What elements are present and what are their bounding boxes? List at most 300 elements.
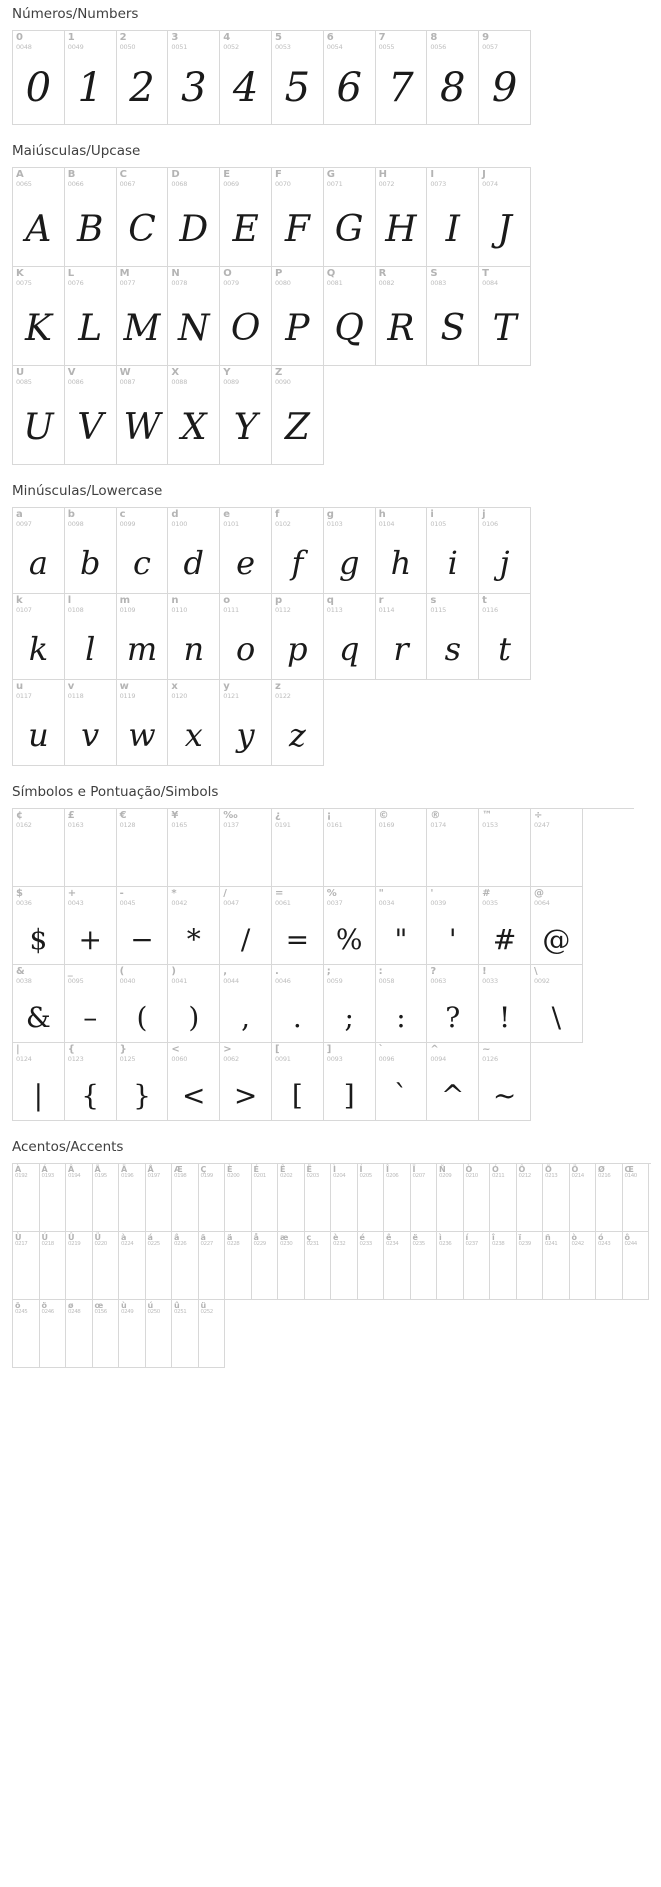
glyph-cell[interactable] [65,267,117,366]
glyph-cell[interactable] [324,887,376,965]
glyph-char-label: ë [412,1233,418,1242]
glyph-cell[interactable] [479,594,531,680]
glyph-cell[interactable] [168,887,220,965]
glyph-cell[interactable] [531,887,583,965]
glyph-cell[interactable] [220,168,272,267]
glyph-code-label: 0120 [171,691,188,700]
glyph-cell[interactable] [427,1043,479,1121]
glyph-code-label: 0239 [518,1241,531,1248]
glyph-cell[interactable] [272,267,324,366]
glyph-cell[interactable] [272,31,324,125]
glyph-cell[interactable] [479,168,531,267]
glyph-preview: B [76,209,104,250]
glyph-cell[interactable] [358,1232,385,1300]
glyph-cell[interactable] [13,508,65,594]
glyph-char-label: } [119,1044,127,1055]
glyph-preview: z [288,716,306,754]
glyph-char-label: e [223,509,230,520]
glyph-code-label: 0047 [223,898,239,907]
glyph-meta [13,809,64,828]
glyph-meta [13,887,64,906]
glyph-cell[interactable] [117,594,169,680]
glyph-cell[interactable] [324,168,376,267]
glyph-cell[interactable] [65,31,117,125]
glyph-cell[interactable] [225,1232,252,1300]
glyph-cell[interactable] [437,1232,464,1300]
glyph-code-label: 0072 [378,179,395,188]
glyph-char-label: W [119,367,131,378]
glyph-cell[interactable] [13,168,65,267]
glyph-meta [358,1164,384,1180]
glyph-cell[interactable] [384,1232,411,1300]
glyph-cell[interactable] [324,965,376,1043]
glyph-cell[interactable] [464,1164,491,1232]
glyph-cell[interactable] [479,809,531,887]
glyph-meta [65,809,116,828]
glyph-preview: c [133,544,151,582]
glyph-cell[interactable] [66,1164,93,1232]
glyph-code-label: 0086 [67,377,84,386]
glyph-cell[interactable] [168,366,220,465]
glyph-meta [324,594,375,613]
glyph-cell[interactable] [305,1164,332,1232]
glyph-cell[interactable] [13,680,65,766]
glyph-char-label: i [430,509,434,520]
glyph-cell[interactable] [13,965,65,1043]
glyph-cell[interactable] [168,809,220,887]
glyph-cell[interactable] [220,1043,272,1121]
glyph-code-label: 0067 [119,179,136,188]
glyph-cell[interactable] [119,1232,146,1300]
glyph-cell[interactable] [65,809,117,887]
glyph-cell[interactable] [220,965,272,1043]
glyph-cell[interactable] [427,594,479,680]
glyph-preview: < [182,1079,206,1112]
glyph-cell[interactable] [272,366,324,465]
glyph-meta [479,809,530,828]
glyph-meta [117,508,168,527]
glyph-char-label: ê [386,1233,392,1242]
glyph-cell[interactable] [13,809,65,887]
glyph-char-label: à [121,1233,127,1242]
glyph-preview: m [126,630,158,668]
glyph-cell[interactable] [66,1300,93,1368]
glyph-meta [376,965,427,984]
glyph-preview: V [77,407,104,448]
glyph-cell[interactable] [272,680,324,766]
glyph-cell[interactable] [168,1043,220,1121]
glyph-char-label: Ô [518,1165,526,1174]
glyph-cell[interactable] [272,809,324,887]
glyph-code-label: 0044 [223,976,239,985]
glyph-code-label: 0242 [571,1241,584,1248]
glyph-char-label: ~ [482,1044,491,1055]
glyph-char-label: ) [171,966,176,977]
glyph-code-label: 0204 [333,1173,346,1180]
glyph-cell[interactable] [220,594,272,680]
glyph-preview: b [79,544,101,582]
glyph-char-label: ç [306,1233,312,1242]
glyph-cell[interactable] [596,1164,623,1232]
glyph-cell[interactable] [93,1232,120,1300]
glyph-cell[interactable] [13,1164,40,1232]
glyph-cell[interactable] [411,1164,438,1232]
glyph-meta [220,168,271,187]
glyph-cell[interactable] [517,1164,544,1232]
glyph-char-label: ? [430,966,437,977]
glyph-char-label: ñ [545,1233,551,1242]
glyph-char-label: È [227,1165,233,1174]
glyph-code-label: 0097 [16,519,32,528]
glyph-cell[interactable] [331,1164,358,1232]
glyph-code-label: 0036 [16,898,32,907]
glyph-cell[interactable] [376,267,428,366]
glyph-cell[interactable] [168,168,220,267]
glyph-cell[interactable] [40,1300,67,1368]
glyph-char-label: G [326,169,335,180]
glyph-char-label: ä [227,1233,233,1242]
section-title: Símbolos e Pontuação/Simbols [12,784,219,800]
glyph-cell[interactable] [427,809,479,887]
glyph-cell[interactable] [376,594,428,680]
glyph-char-label: é [359,1233,365,1242]
glyph-cell[interactable] [324,809,376,887]
glyph-preview: – [83,1001,98,1034]
glyph-cell[interactable] [146,1300,173,1368]
glyph-cell[interactable] [531,809,583,887]
glyph-meta [220,267,271,286]
glyph-char-label: C [119,169,127,180]
glyph-meta [623,1232,649,1248]
glyph-cell[interactable] [117,809,169,887]
glyph-preview: N [178,308,210,349]
glyph-code-label: 0225 [147,1241,160,1248]
glyph-cell[interactable] [479,1043,531,1121]
glyph-cell[interactable] [543,1232,570,1300]
glyph-cell[interactable] [13,887,65,965]
glyph-preview: g [338,544,360,582]
glyph-cell[interactable] [324,594,376,680]
glyph-cell[interactable] [272,1043,324,1121]
glyph-meta [199,1300,225,1316]
glyph-cell[interactable] [376,31,428,125]
glyph-cell[interactable] [93,1164,120,1232]
glyph-cell[interactable] [93,1300,120,1368]
glyph-cell[interactable] [305,1232,332,1300]
glyph-cell[interactable] [66,1232,93,1300]
glyph-cell[interactable] [168,267,220,366]
glyph-cell[interactable] [13,1043,65,1121]
glyph-cell[interactable] [437,1164,464,1232]
glyph-cell[interactable] [40,1232,67,1300]
glyph-cell[interactable] [570,1232,597,1300]
glyph-char-label: z [274,681,281,692]
glyph-cell[interactable] [199,1232,226,1300]
glyph-cell[interactable] [117,508,169,594]
glyph-cell[interactable] [278,1164,305,1232]
glyph-cell[interactable] [117,965,169,1043]
glyph-cell[interactable] [479,508,531,594]
glyph-cell[interactable] [427,965,479,1043]
glyph-code-label: 0220 [94,1241,107,1248]
glyph-meta [117,809,168,828]
glyph-cell[interactable] [168,31,220,125]
glyph-cell[interactable] [252,1232,279,1300]
glyph-cell[interactable] [119,1300,146,1368]
glyph-cell[interactable] [278,1232,305,1300]
glyph-char-label: É [253,1165,259,1174]
glyph-cell[interactable] [220,887,272,965]
glyph-cell[interactable] [146,1232,173,1300]
glyph-code-label: 0121 [223,691,239,700]
glyph-char-label: < [171,1044,180,1055]
glyph-preview: K [24,308,52,349]
glyph-preview: 9 [491,65,518,111]
glyph-code-label: 0248 [68,1309,81,1316]
glyph-code-label: 0056 [430,42,447,51]
glyph-meta [272,267,323,286]
glyph-code-label: 0091 [274,1054,291,1063]
glyph-cell[interactable] [117,267,169,366]
glyph-char-label: v [67,681,75,692]
glyph-char-label: ! [482,966,487,977]
glyph-code-label: 0078 [171,278,188,287]
glyph-char-label: ã [200,1233,206,1242]
glyph-cell[interactable] [65,965,117,1043]
glyph-cell[interactable] [220,366,272,465]
glyph-char-label: * [171,888,177,899]
glyph-cell[interactable] [220,809,272,887]
glyph-cell[interactable] [427,168,479,267]
glyph-cell[interactable] [119,1164,146,1232]
glyph-meta [220,31,271,50]
glyph-meta [411,1232,437,1248]
glyph-cell[interactable] [331,1232,358,1300]
glyph-cell[interactable] [479,267,531,366]
glyph-meta [13,1232,39,1248]
glyph-cell[interactable] [376,168,428,267]
glyph-meta [93,1164,119,1180]
glyph-cell[interactable] [117,680,169,766]
glyph-cell[interactable] [65,594,117,680]
glyph-cell[interactable] [479,31,531,125]
glyph-meta [220,366,271,385]
glyph-cell[interactable] [623,1232,650,1300]
glyph-code-label: 0098 [67,519,84,528]
glyph-cell[interactable] [172,1300,199,1368]
glyph-char-label: Ë [306,1165,312,1174]
glyph-cell[interactable] [479,965,531,1043]
glyph-cell[interactable] [376,1043,428,1121]
glyph-cell[interactable] [272,594,324,680]
glyph-preview: ` [393,1079,408,1112]
glyph-cell[interactable] [252,1164,279,1232]
glyph-meta [272,508,323,527]
glyph-cell[interactable] [146,1164,173,1232]
glyph-code-label: 0212 [518,1173,531,1180]
glyph-cell[interactable] [117,31,169,125]
glyph-meta [225,1232,251,1248]
glyph-preview: P [285,308,310,349]
glyph-preview: o [235,630,256,668]
glyph-cell[interactable] [168,508,220,594]
glyph-cell[interactable] [464,1232,491,1300]
glyph-meta [596,1164,622,1180]
glyph-cell[interactable] [65,508,117,594]
glyph-meta [278,1232,304,1248]
glyph-cell[interactable] [117,887,169,965]
glyph-code-label: 0114 [378,605,395,614]
glyph-preview: k [28,630,49,668]
glyph-cell[interactable] [427,267,479,366]
glyph-cell[interactable] [324,508,376,594]
glyph-cell[interactable] [13,594,65,680]
glyph-meta [376,1043,427,1062]
glyph-preview: U [23,407,54,448]
glyph-cell[interactable] [427,887,479,965]
glyph-char-label: Ï [412,1165,416,1174]
glyph-meta [427,594,478,613]
glyph-cell[interactable] [376,809,428,887]
glyph-char-label: k [16,595,23,606]
glyph-code-label: 0192 [15,1173,28,1180]
glyph-code-label: 0117 [16,691,32,700]
glyph-cell[interactable] [570,1164,597,1232]
glyph-cell[interactable] [117,168,169,267]
glyph-char-label: õ [15,1301,21,1310]
glyph-cell[interactable] [220,267,272,366]
glyph-cell[interactable] [65,887,117,965]
glyph-cell[interactable] [220,680,272,766]
glyph-char-label: , [223,966,227,977]
glyph-cell[interactable] [272,887,324,965]
glyph-code-label: 0113 [326,605,343,614]
glyph-preview: h [390,544,412,582]
glyph-code-label: 0213 [545,1173,558,1180]
glyph-cell[interactable] [543,1164,570,1232]
glyph-char-label: Y [223,367,231,378]
glyph-cell[interactable] [13,31,65,125]
glyph-char-label: Â [68,1165,75,1174]
glyph-meta [376,809,427,828]
glyph-cell[interactable] [168,965,220,1043]
glyph-cell[interactable] [272,508,324,594]
glyph-char-label: 0 [16,32,23,43]
glyph-cell[interactable] [623,1164,650,1232]
glyph-char-label: Ò [465,1165,473,1174]
glyph-preview: ! [498,1001,511,1034]
glyph-cell[interactable] [220,508,272,594]
glyph-preview: y [236,716,255,754]
glyph-cell[interactable] [427,31,479,125]
glyph-cell[interactable] [65,680,117,766]
glyph-cell[interactable] [376,887,428,965]
glyph-cell[interactable] [13,366,65,465]
glyph-cell[interactable] [376,508,428,594]
glyph-cell[interactable] [220,31,272,125]
glyph-cell[interactable] [65,1043,117,1121]
glyph-cell[interactable] [324,1043,376,1121]
glyph-preview: * [186,923,201,956]
glyph-meta [146,1232,172,1248]
glyph-cell[interactable] [172,1232,199,1300]
glyph-code-label: 0246 [41,1309,54,1316]
glyph-cell[interactable] [272,168,324,267]
glyph-meta [172,1300,198,1316]
glyph-cell[interactable] [172,1164,199,1232]
glyph-cell[interactable] [490,1232,517,1300]
glyph-cell[interactable] [531,965,583,1043]
glyph-cell[interactable] [324,31,376,125]
glyph-meta [117,267,168,286]
glyph-code-label: 0095 [67,976,84,985]
glyph-meta [65,31,116,50]
glyph-cell[interactable] [13,1300,40,1368]
glyph-char-label: { [67,1044,75,1055]
glyph-cell[interactable] [324,267,376,366]
glyph-code-label: 0043 [67,898,84,907]
glyph-preview: A [25,209,52,250]
glyph-meta [324,267,375,286]
glyph-cell[interactable] [376,965,428,1043]
glyph-meta [479,31,530,50]
glyph-cell[interactable] [384,1164,411,1232]
glyph-char-label: Î [386,1165,389,1174]
glyph-cell[interactable] [13,267,65,366]
glyph-cell[interactable] [479,887,531,965]
glyph-char-label: î [492,1233,495,1242]
glyph-char-label: a [16,509,23,520]
glyph-preview: j [499,544,510,582]
glyph-preview: X [180,407,207,448]
glyph-meta [427,31,478,50]
glyph-code-label: 0229 [253,1241,266,1248]
glyph-section-symbols [0,778,661,1121]
glyph-cell[interactable] [65,168,117,267]
glyph-cell[interactable] [117,1043,169,1121]
glyph-code-label: 0104 [378,519,395,528]
glyph-cell[interactable] [225,1164,252,1232]
glyph-cell[interactable] [596,1232,623,1300]
glyph-meta [172,1232,198,1248]
glyph-cell[interactable] [427,508,479,594]
glyph-preview: i [447,544,458,582]
glyph-meta [168,887,219,906]
glyph-cell[interactable] [168,594,220,680]
glyph-cell[interactable] [13,1232,40,1300]
glyph-meta [252,1164,278,1180]
glyph-cell[interactable] [490,1164,517,1232]
glyph-char-label: Ñ [439,1165,446,1174]
glyph-cell[interactable] [199,1164,226,1232]
glyph-preview: } [133,1079,151,1112]
glyph-cell[interactable] [272,965,324,1043]
glyph-cell[interactable] [65,366,117,465]
glyph-meta [40,1164,66,1180]
glyph-cell[interactable] [358,1164,385,1232]
glyph-cell[interactable] [117,366,169,465]
glyph-code-label: 0119 [119,691,136,700]
glyph-char-label: æ [280,1233,289,1242]
glyph-cell[interactable] [199,1300,226,1368]
glyph-char-label: ' [430,888,434,899]
glyph-cell[interactable] [411,1232,438,1300]
glyph-cell[interactable] [40,1164,67,1232]
glyph-char-label: $ [16,888,23,899]
glyph-cell[interactable] [517,1232,544,1300]
glyph-cell[interactable] [168,680,220,766]
glyph-char-label: F [274,169,282,180]
